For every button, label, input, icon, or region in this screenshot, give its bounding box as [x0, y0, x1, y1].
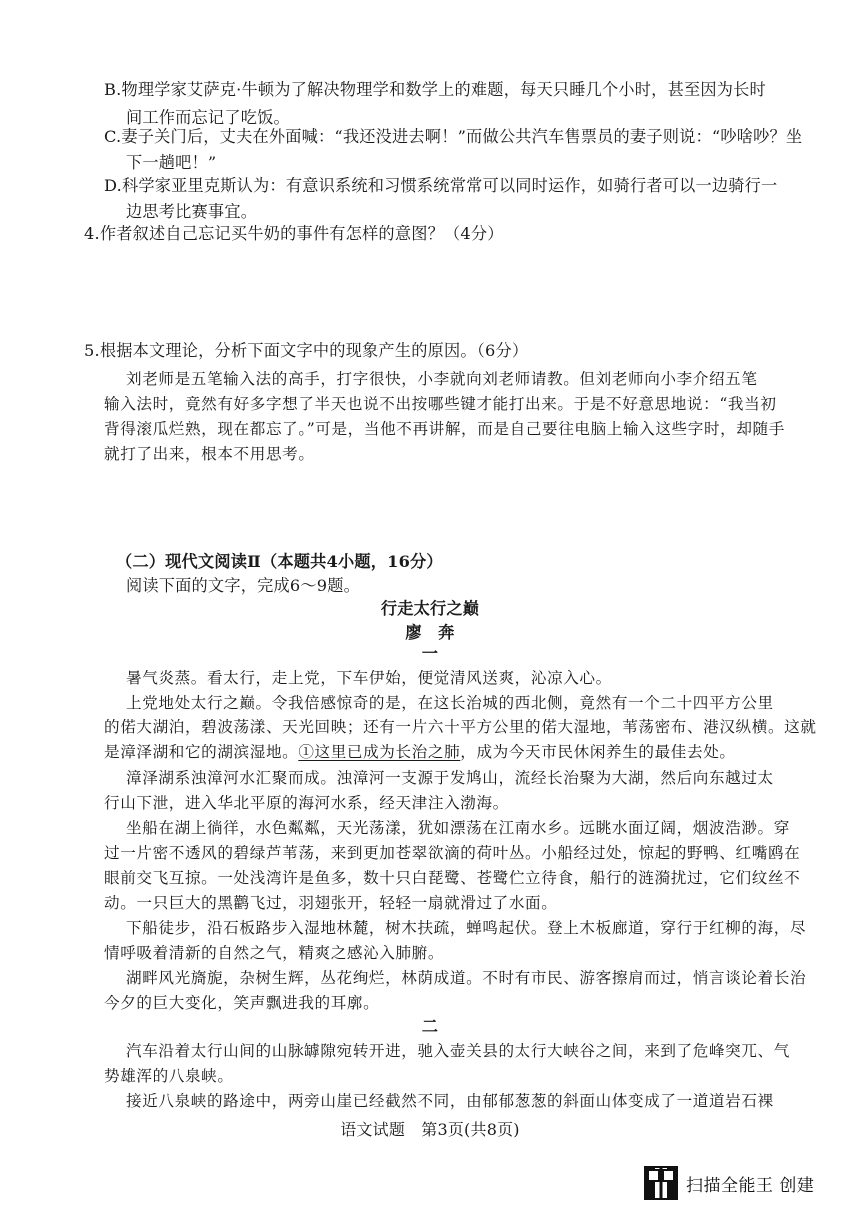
- paragraph-3-line-1: 漳泽湖系浊漳河水汇聚而成。浊漳河一支源于发鸠山，流经长治聚为大湖，然后向东越过太: [126, 769, 774, 787]
- page-footer: 语文试题 第3页(共8页): [340, 1120, 520, 1139]
- question-5-material-line-3: 背得滚瓜烂熟，现在都忘了。”可是，当他不再讲解，而是自己要往电脑上输入这些字时，却随手: [104, 420, 785, 438]
- question-4: 4.作者叙述自己忘记买牛奶的事件有怎样的意图？（4分）: [84, 224, 504, 243]
- paragraph-6-line-2: 今夕的巨大变化，笑声飘进我的耳廓。: [104, 994, 380, 1012]
- paragraph-2-plain: 是漳泽湖和它的湖滨湿地。: [104, 743, 299, 761]
- paragraph-4-line-2: 过一片密不透风的碧绿芦苇荡，来到更加苍翠欲滴的荷叶丛。小船经过处，惊起的野鸭、红嘴鸥在: [104, 844, 801, 862]
- option-c-line-2: 下一趟吧！”: [126, 153, 217, 172]
- underlined-sentence-1: ①这里已成为长治之肺: [298, 743, 461, 761]
- question-5-prompt: 5.根据本文理论，分析下面文字中的现象产生的原因。（6分）: [84, 341, 529, 360]
- paragraph-4-line-4: 动。一只巨大的黑鹳飞过，羽翅张开，轻轻一扇就滑过了水面。: [104, 894, 558, 912]
- paragraph-4-line-3: 眼前交飞互掠。一处浅湾许是鱼多，数十只白琵鹭、苍鹭伫立待食，船行的涟漪扰过，它们纹丝不: [104, 869, 801, 887]
- scanner-watermark: [644, 1166, 814, 1200]
- paragraph-1: 暑气炎蒸。看太行，走上党，下车伊始，便觉清风送爽，沁凉入心。: [126, 669, 612, 687]
- paragraph-7-line-2: 势雄浑的八泉峡。: [104, 1067, 234, 1085]
- paragraph-2-line-3: [104, 741, 736, 763]
- paragraph-4-line-1: 坐船在湖上徜徉，水色粼粼，天光荡漾，犹如漂荡在江南水乡。远眺水面辽阔，烟波浩渺。穿: [126, 819, 790, 837]
- paragraph-2-line-2: 的偌大湖泊，碧波荡漾、天光回映；还有一片六十平方公里的偌大湿地，苇荡密布、港汉纵横。这就: [104, 718, 817, 736]
- part-one-marker: 一: [421, 644, 439, 663]
- question-5-material-line-2: 输入法时，竟然有好多字想了半天也说不出按哪些键才能打出来。于是不好意思地说：“我当初: [104, 395, 777, 413]
- option-d-line-2: 边思考比赛事宜。: [126, 202, 258, 221]
- option-c-line-1: C.妻子关门后，丈夫在外面喊：“我还没进去啊！”而做公共汽车售票员的妻子则说：“吵啥吵？坐: [104, 127, 803, 146]
- article-title: 行走太行之巅: [380, 599, 480, 618]
- paragraph-2-line-1: 上党地处太行之巅。令我倍感惊奇的是，在这长治城的西北侧，竟然有一个二十四平方公里: [126, 694, 774, 712]
- paragraph-5-line-2: 情呼吸着清新的自然之气，精爽之感沁入肺腑。: [104, 944, 445, 962]
- paragraph-8-line-1: 接近八泉峡的路途中，两旁山崖已经截然不同，由郁郁葱葱的斜面山体变成了一道道岩石裸: [126, 1092, 774, 1110]
- part-two-marker: 二: [421, 1017, 439, 1036]
- paragraph-7-line-1: 汽车沿着太行山间的山脉罅隙宛转开进，驰入壶关县的太行大峡谷之间，来到了危峰突兀、气: [126, 1042, 790, 1060]
- paragraph-2-tail: ，成为今天市民休闲养生的最佳去处。: [460, 743, 736, 761]
- option-b-line-2: 间工作而忘记了吃饭。: [126, 108, 290, 127]
- article-author: 廖 奔: [405, 623, 455, 642]
- option-d-line-1: D.科学家亚里克斯认为：有意识系统和习惯系统常常可以同时运作，如骑行者可以一边骑行一: [104, 176, 778, 195]
- section-heading: （二）现代文阅读Ⅱ（本题共4小题，16分）: [116, 552, 443, 571]
- section-instruction: 阅读下面的文字，完成6～9题。: [126, 576, 361, 595]
- scanner-label: 扫描全能王 创建: [686, 1175, 815, 1196]
- qr-code-icon: [644, 1166, 678, 1200]
- paragraph-3-line-2: 行山下泄，进入华北平原的海河水系，经天津注入渤海。: [104, 794, 509, 812]
- question-5-material-line-1: 刘老师是五笔输入法的高手，打字很快，小李就向刘老师请教。但刘老师向小李介绍五笔: [126, 370, 758, 388]
- question-5-material-line-4: 就打了出来，根本不用思考。: [104, 445, 315, 463]
- paragraph-6-line-1: 湖畔风光旖旎，杂树生辉，丛花绚烂，林荫成道。不时有市民、游客擦肩而过，悄言谈论着长治: [126, 969, 807, 987]
- paragraph-5-line-1: 下船徒步，沿石板路步入湿地林麓，树木扶疏，蝉鸣起伏。登上木板廊道，穿行于红柳的海，尽: [126, 919, 807, 937]
- option-b-line-1: B.物理学家艾萨克·牛顿为了解决物理学和数学上的难题，每天只睡几个小时，甚至因为长时: [104, 80, 766, 99]
